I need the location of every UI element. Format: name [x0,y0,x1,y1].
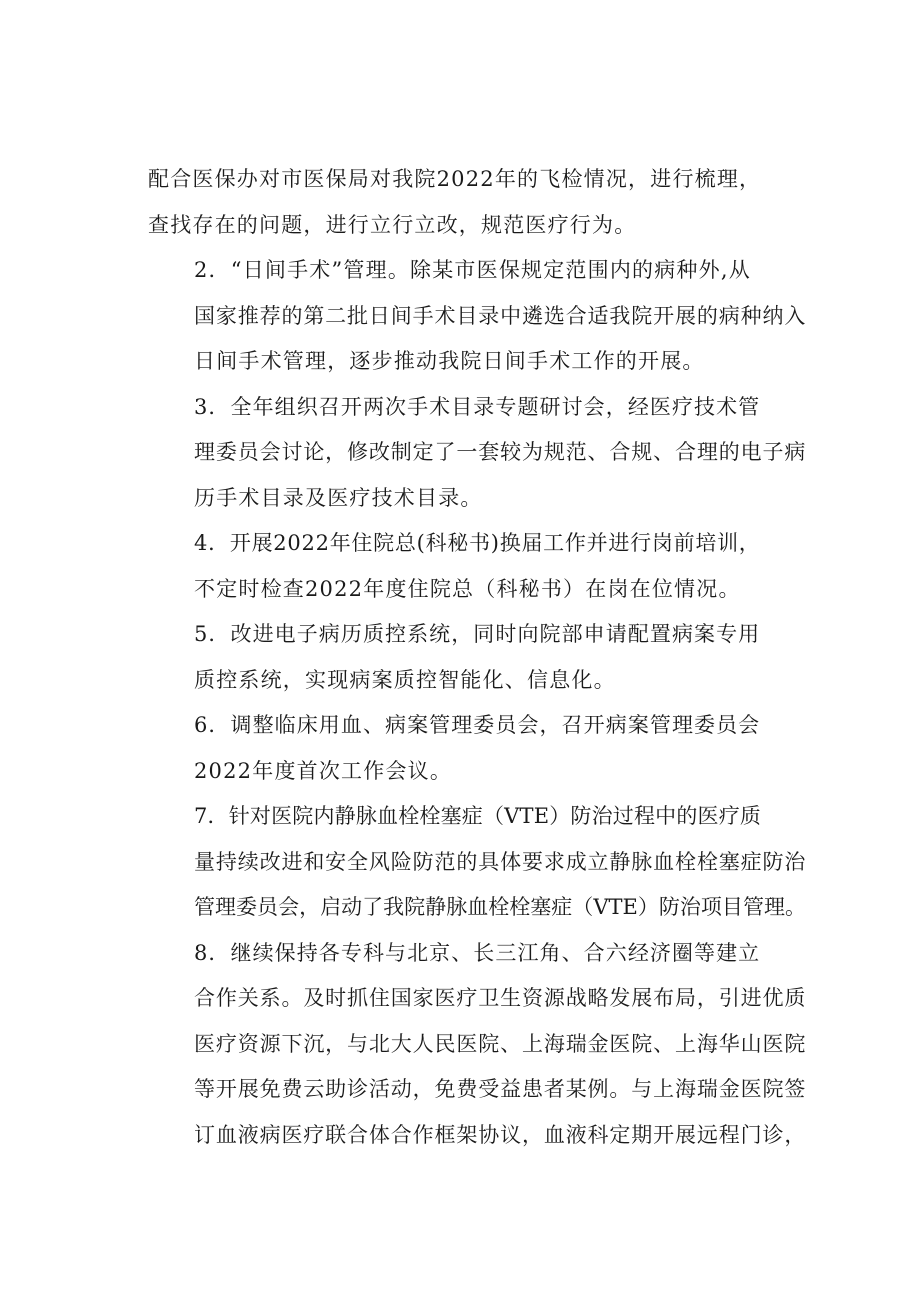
text-line: 不定时检查2022年度住院总（科秘书）在岗在位情况。 [194,576,741,601]
paragraph-2 [148,248,808,385]
text-line: 合作关系。及时抓住国家医疗卫生资源战略发展布局，引进优质 [194,986,807,1010]
text-line: 5．改进电子病历质控系统，同时向院部申请配置病案专用 [194,622,761,646]
paragraph-1 [148,157,808,248]
paragraph-4 [148,521,808,612]
text-line: 等开展免费云助诊活动，免费受益患者某例。与上海瑞金医院签 [194,1077,807,1101]
text-line: 查找存在的问题，进行立行立改，规范医疗行为。 [148,212,637,237]
text-line: 理委员会讨论，修改制定了一套较为规范、合规、合理的电子病 [194,440,807,464]
text-line: 2022年度首次工作会议。 [194,758,453,783]
text-line: 历手术目录及医疗技术目录。 [194,485,483,510]
text-line: 质控系统，实现病案质控智能化、信息化。 [194,667,616,692]
text-line: 医疗资源下沉，与北大人民医院、上海瑞金医院、上海华山医院 [194,1031,807,1056]
text-line: 3．全年组织召开两次手术目录专题研讨会，经医疗技术管 [194,394,761,419]
paragraph-5 [148,612,808,703]
text-line: 国家推荐的第二批日间手术目录中遴选合适我院开展的病种纳入 [194,303,807,328]
paragraph-3 [148,385,808,522]
text-line: 8．继续保持各专科与北京、长三江角、合六经济圈等建立 [194,940,761,965]
document-page [148,157,808,1158]
text-line: 管理委员会，启动了我院静脉血栓栓塞症（VTE）防治项目管理。 [194,895,806,919]
text-line: 7．针对医院内静脉血栓栓塞症（VTE）防治过程中的医疗质 [194,804,762,828]
paragraph-8 [148,931,808,1159]
text-line: 配合医保办对市医保局对我院2022年的飞检情况，进行梳理， [148,167,762,191]
text-line: 量持续改进和安全风险防范的具体要求成立静脉血栓栓塞症防治 [194,849,807,874]
paragraph-7 [148,794,808,931]
paragraph-6 [148,703,808,794]
text-line: 订血液病医疗联合体合作框架协议，血液科定期开展远程门诊， [194,1122,807,1147]
text-line: 2．“日间手术”管理。除某市医保规定范围内的病种外,从 [194,258,751,282]
text-line: 日间手术管理，逐步推动我院日间手术工作的开展。 [194,349,705,373]
text-line: 6．调整临床用血、病案管理委员会，召开病案管理委员会 [194,713,761,737]
text-line: 4．开展2022年住院总(科秘书)换届工作并进行岗前培训， [194,531,761,555]
